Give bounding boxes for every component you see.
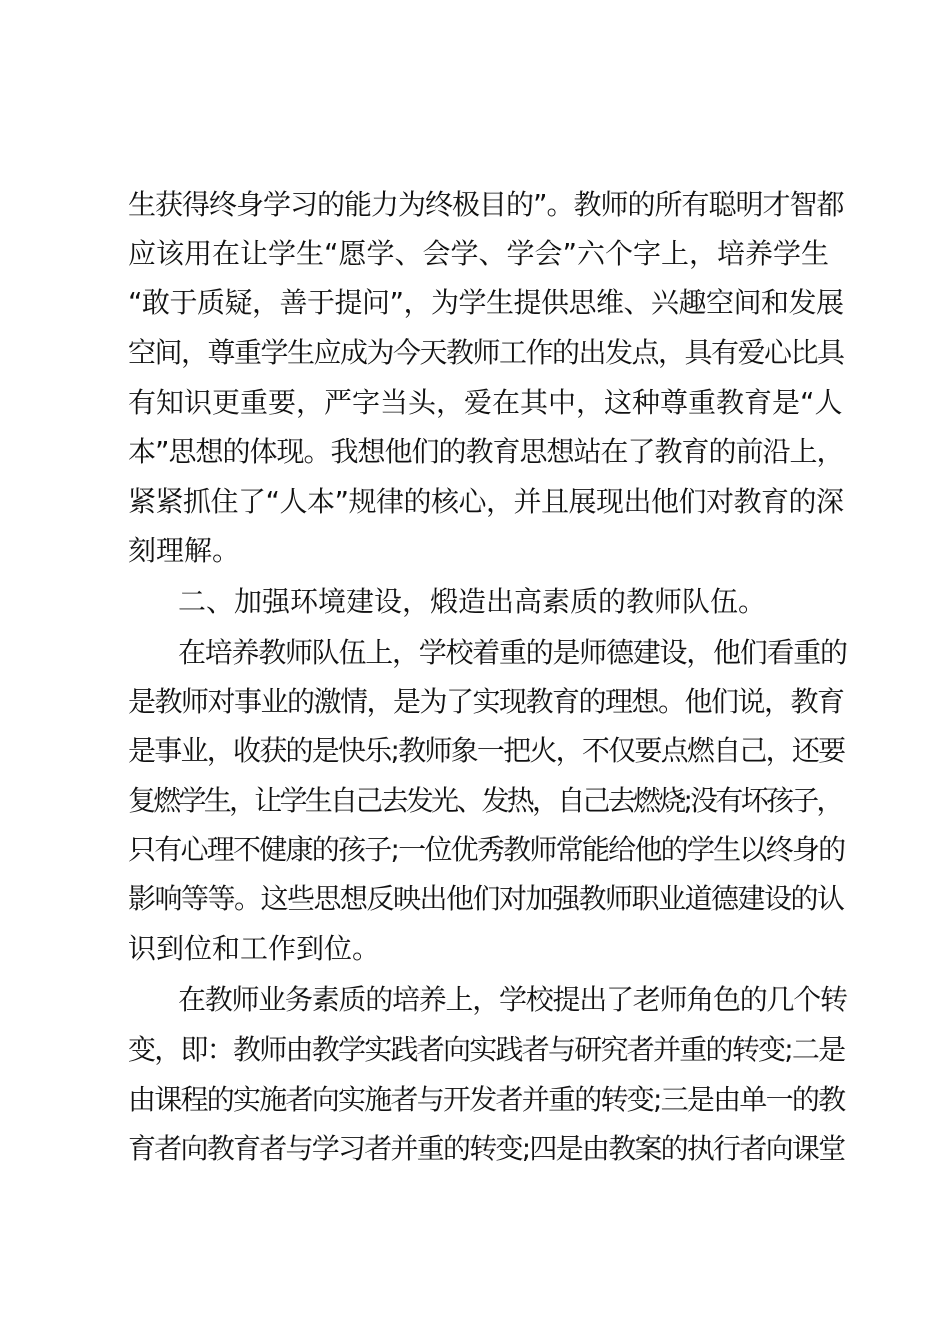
text-line: 复燃学生，让学生自己去发光、发热，自己去燃烧;没有坏孩子， <box>128 784 842 817</box>
text-line: 本”思想的体现。我想他们的教育思想站在了教育的前沿上， <box>128 435 844 468</box>
text-line: 影响等等。这些思想反映出他们对加强教师职业道德建设的认 <box>128 882 844 915</box>
text-line: 生获得终身学习的能力为终极目的”。教师的所有聪明才智都 <box>128 188 844 221</box>
text-line: 应该用在让学生“愿学、会学、学会”六个字上，培养学生 <box>128 237 830 270</box>
text-line: 在培养教师队伍上，学校着重的是师德建设，他们看重的 <box>178 636 847 669</box>
text-line: 在教师业务素质的培养上，学校提出了老师角色的几个转 <box>178 983 847 1016</box>
text-line: 由课程的实施者向实施者与开发者并重的转变;三是由单一的教 <box>128 1083 845 1116</box>
text-line: 刻理解。 <box>128 534 241 567</box>
text-line: 空间，尊重学生应成为今天教师工作的出发点，具有爱心比具 <box>128 336 844 369</box>
text-line: 变，即：教师由教学实践者向实践者与研究者并重的转变;二是 <box>128 1033 845 1066</box>
text-line: 紧紧抓住了“人本”规律的核心，并且展现出他们对教育的深 <box>128 485 844 518</box>
text-line: 识到位和工作到位。 <box>128 932 381 965</box>
text-line: 育者向教育者与学习者并重的转变;四是由教案的执行者向课堂 <box>128 1132 845 1165</box>
text-line: 有知识更重要，严字当头，爱在其中，这种尊重教育是“人 <box>128 386 843 419</box>
text-line: 是事业，收获的是快乐;教师象一把火，不仅要点燃自己，还要 <box>128 734 845 767</box>
text-line: 是教师对事业的激情，是为了实现教育的理想。他们说，教育 <box>128 685 844 718</box>
text-line: 只有心理不健康的孩子;一位优秀教师常能给他的学生以终身的 <box>128 833 845 866</box>
section-heading: 二、加强环境建设，煅造出高素质的教师队伍。 <box>178 585 767 618</box>
text-line: “敢于质疑，善于提问”，为学生提供思维、兴趣空间和发展 <box>128 286 844 319</box>
